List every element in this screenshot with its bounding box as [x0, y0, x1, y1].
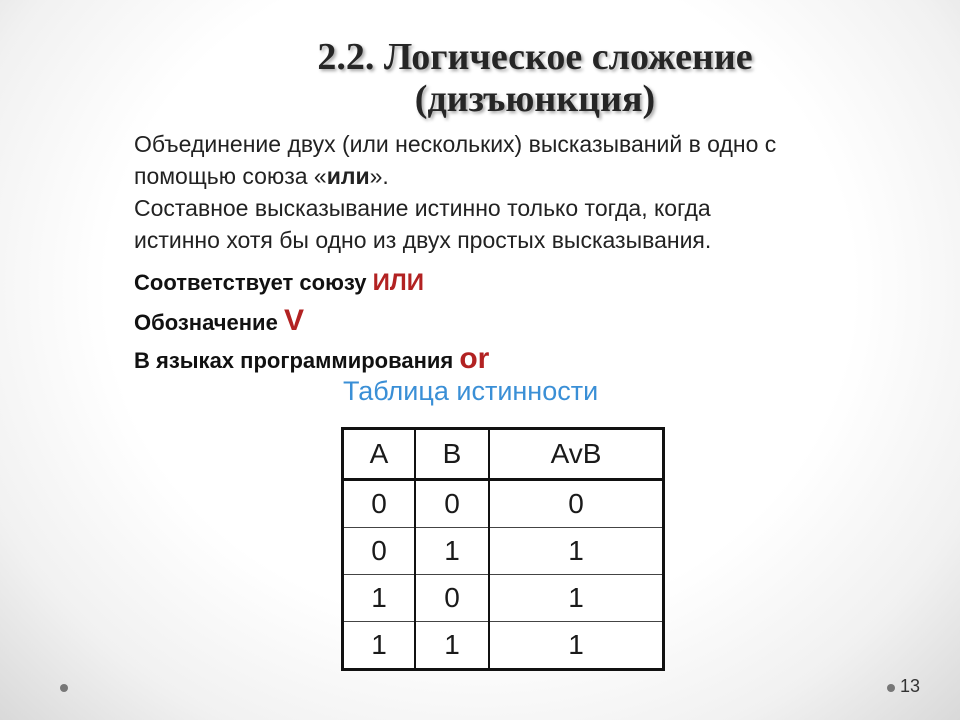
truth-table-caption: Таблица истинности	[343, 376, 599, 406]
cell-result: 1	[489, 622, 664, 670]
fact-programming	[134, 340, 924, 378]
definition-or-word: или	[326, 163, 370, 189]
facts-list	[134, 264, 924, 378]
fact-programming-label: В языках программирования	[134, 348, 454, 373]
footer-dot-right	[887, 684, 895, 692]
cell-result: 1	[489, 575, 664, 622]
table-row	[343, 575, 664, 622]
truth-table	[341, 427, 665, 671]
footer-dot-left	[60, 684, 68, 692]
definition-line-1: Объединение двух (или нескольких) высказываний в одно с	[134, 131, 777, 157]
page-number: 13	[900, 676, 921, 696]
cell-a: 1	[343, 575, 416, 622]
fact-notation-label: Обозначение	[134, 310, 278, 335]
definition-line-2-post: ».	[369, 163, 389, 189]
header-b: B	[415, 429, 489, 480]
table-row	[343, 528, 664, 575]
definition-line-2-pre: помощью союза «	[134, 163, 327, 189]
truth-table-header-row	[343, 429, 664, 480]
cell-a: 0	[343, 528, 416, 575]
cell-b: 1	[415, 622, 489, 670]
cell-a: 1	[343, 622, 416, 670]
cell-result: 1	[489, 528, 664, 575]
fact-notation	[134, 302, 924, 340]
cell-b: 1	[415, 528, 489, 575]
header-a-or-b: AvB	[489, 429, 664, 480]
table-row	[343, 622, 664, 670]
fact-notation-value: V	[283, 304, 304, 337]
header-a: A	[343, 429, 416, 480]
cell-b: 0	[415, 575, 489, 622]
title-line-2: (дизъюнкция)	[414, 78, 656, 120]
definition-text	[134, 128, 924, 256]
title-line-1: 2.2. Логическое сложение	[317, 36, 753, 78]
fact-conjunction-label: Соответствует союзу	[134, 270, 367, 295]
fact-programming-value: or	[459, 342, 490, 375]
cell-a: 0	[343, 480, 416, 528]
cell-b: 0	[415, 480, 489, 528]
fact-conjunction	[134, 264, 924, 302]
slide-title	[0, 36, 960, 120]
table-row	[343, 480, 664, 528]
definition-line-3: Составное высказывание истинно только тогда, когда	[134, 195, 711, 221]
fact-conjunction-value: ИЛИ	[372, 269, 424, 296]
cell-result: 0	[489, 480, 664, 528]
definition-line-2	[134, 160, 924, 192]
definition-line-4: истинно хотя бы одно из двух простых высказывания.	[134, 227, 712, 253]
